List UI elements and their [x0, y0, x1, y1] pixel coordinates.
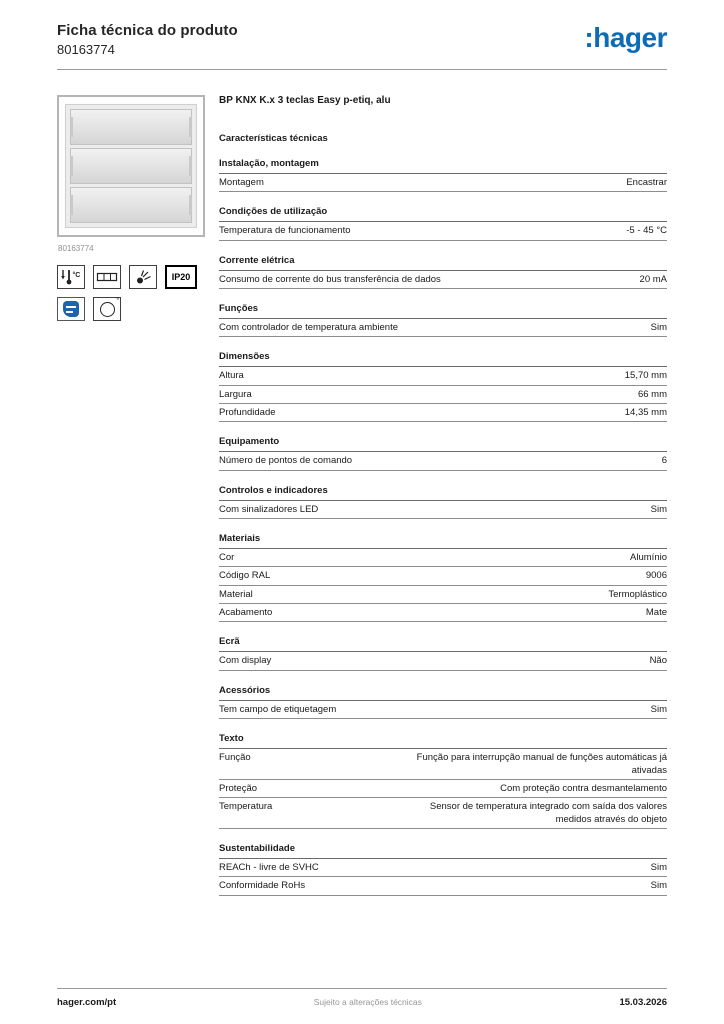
spec-label: Temperatura de funcionamento — [219, 225, 351, 237]
section-title: Sustentabilidade — [219, 843, 667, 859]
footer-website-link[interactable]: hager.com/pt — [57, 997, 117, 1008]
footer — [57, 988, 667, 1008]
spec-label: Número de pontos de comando — [219, 455, 353, 467]
hager-logo: :hager — [584, 22, 667, 53]
spec-row — [219, 174, 667, 192]
spec-row — [219, 271, 667, 289]
section-title: Ecrã — [219, 636, 667, 652]
spec-value: 14,35 mm — [624, 407, 667, 419]
section-title: Texto — [219, 733, 667, 749]
product-name: BP KNX K.x 3 teclas Easy p-etiq, alu — [219, 95, 391, 106]
svg-text:°C: °C — [72, 272, 81, 279]
spec-value: 20 mA — [639, 273, 667, 285]
header-titles — [57, 22, 238, 57]
spec-label: Tem campo de etiquetagem — [219, 703, 337, 715]
spec-row — [219, 701, 667, 719]
characteristics-heading: Características técnicas — [219, 133, 328, 144]
spec-label: Largura — [219, 388, 252, 400]
section-title: Materiais — [219, 533, 667, 549]
temperature-icon — [57, 265, 85, 289]
spec-value: 6 — [661, 455, 667, 467]
rocker-key-1 — [70, 109, 192, 145]
spec-value: Termoplástico — [608, 588, 667, 600]
spec-value: 15,70 mm — [624, 370, 667, 382]
spec-value: Sim — [650, 880, 667, 892]
easy-function-logo-icon — [57, 297, 85, 321]
spec-label: Função — [219, 752, 251, 764]
spec-row — [219, 452, 667, 470]
dial-glyph — [100, 302, 115, 317]
spec-value: -5 - 45 °C — [626, 225, 667, 237]
spec-value: Sensor de temperatura integrado com saída dos valores medidos através do objeto — [429, 801, 667, 825]
section-title: Funções — [219, 303, 667, 319]
spec-row — [219, 652, 667, 670]
spec-value: Com proteção contra desmantelamento — [500, 782, 667, 794]
spec-value: Sim — [650, 322, 667, 334]
spec-row — [219, 586, 667, 604]
spec-label: Conformidade RoHs — [219, 880, 306, 892]
rocker-key-2 — [70, 148, 192, 184]
section-title: Condições de utilização — [219, 206, 667, 222]
spec-value: 66 mm — [637, 388, 667, 400]
switch-frame — [65, 104, 197, 228]
presence-lamp-icon — [129, 265, 157, 289]
footer-date: 15.03.2026 — [619, 997, 667, 1008]
main-content — [57, 95, 667, 896]
ip20-badge: IP20 — [165, 265, 197, 289]
spec-value: 9006 — [645, 570, 667, 582]
spec-sections — [219, 158, 667, 896]
spec-row — [219, 319, 667, 337]
spec-label: Montagem — [219, 177, 264, 188]
header-divider — [57, 69, 667, 70]
spec-value: Função para interrupção manual de funções automáticas já ativadas — [416, 752, 667, 776]
product-image — [57, 95, 205, 237]
left-column — [57, 95, 205, 896]
spec-label: Altura — [219, 370, 244, 382]
pictogram-grid — [57, 265, 203, 321]
spec-label: Consumo de corrente do bus transferência de dados — [219, 273, 441, 285]
header — [57, 22, 667, 57]
spec-label: Material — [219, 588, 253, 600]
spec-label: Temperatura — [219, 801, 273, 813]
spec-label: REACh - livre de SVHC — [219, 861, 319, 873]
section-title: Equipamento — [219, 436, 667, 452]
dial-icon — [93, 297, 121, 321]
keypad-icon — [93, 265, 121, 289]
section-title: Corrente elétrica — [219, 255, 667, 271]
spec-value: Mate — [645, 607, 667, 619]
spec-label: Com controlador de temperatura ambiente — [219, 322, 399, 334]
spec-row — [219, 404, 667, 422]
spec-value: Sim — [650, 703, 667, 715]
section-title: Dimensões — [219, 351, 667, 367]
section-title: Acessórios — [219, 685, 667, 701]
spec-row — [219, 367, 667, 385]
spec-row — [219, 877, 667, 895]
spec-label: Código RAL — [219, 570, 271, 582]
spec-row — [219, 780, 667, 798]
spec-value: Sim — [650, 503, 667, 515]
spec-row — [219, 798, 667, 829]
spec-label: Proteção — [219, 782, 258, 794]
footer-note: Sujeito a alterações técnicas — [313, 997, 422, 1007]
page-title: Ficha técnica do produto — [57, 22, 238, 39]
spec-label: Profundidade — [219, 407, 276, 419]
spec-label: Com display — [219, 655, 272, 667]
spec-value: Não — [649, 655, 667, 667]
spec-row — [219, 567, 667, 585]
spec-label: Com sinalizadores LED — [219, 503, 319, 515]
spec-value: Encastrar — [626, 177, 667, 188]
product-reference: 80163774 — [57, 42, 115, 57]
spec-row — [219, 501, 667, 519]
spec-label: Cor — [219, 552, 235, 564]
spec-row — [219, 604, 667, 622]
section-title: Controlos e indicadores — [219, 485, 667, 501]
spec-label: Acabamento — [219, 607, 273, 619]
spec-row — [219, 222, 667, 240]
spec-value: Sim — [650, 861, 667, 873]
easy-glyph — [63, 301, 79, 317]
section-title: Instalação, montagem — [219, 158, 667, 174]
image-caption: 80163774 — [58, 244, 94, 253]
spec-column — [219, 95, 667, 896]
rocker-key-3 — [70, 187, 192, 223]
spec-row — [219, 859, 667, 877]
spec-row — [219, 749, 667, 780]
spec-row — [219, 386, 667, 404]
spec-row — [219, 549, 667, 567]
spec-value: Alumínio — [630, 552, 667, 564]
